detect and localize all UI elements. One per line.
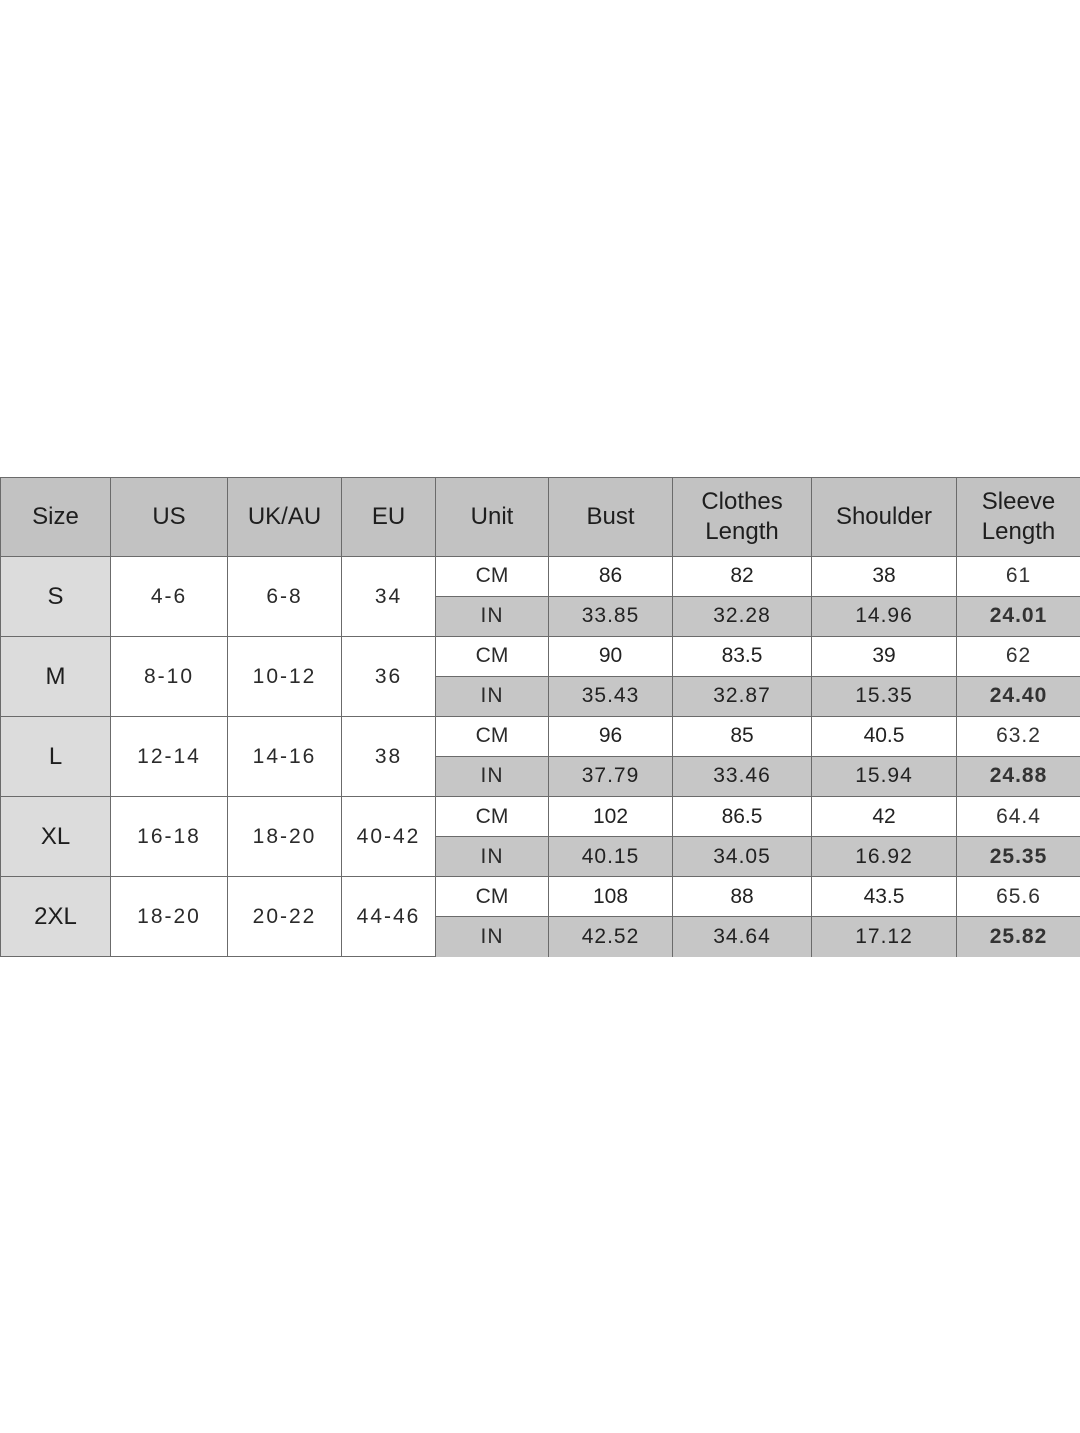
header-bust: Bust xyxy=(549,478,673,557)
size-label: 2XL xyxy=(1,877,111,957)
shoulder-cm: 39 xyxy=(812,637,957,677)
sleeve-length-cm: 65.6 xyxy=(957,877,1080,917)
header-eu: EU xyxy=(342,478,436,557)
clothes-length-in: 32.87 xyxy=(673,676,812,717)
clothes-length-cm: 88 xyxy=(673,877,812,917)
header-size: Size xyxy=(1,478,111,557)
header-row xyxy=(1,478,1080,557)
header-shoulder: Shoulder xyxy=(812,478,957,557)
header-us: US xyxy=(111,478,228,557)
bust-in: 37.79 xyxy=(549,756,673,797)
eu-size: 38 xyxy=(342,717,436,797)
bust-cm: 96 xyxy=(549,717,673,757)
ukau-size: 20-22 xyxy=(228,877,342,957)
size-chart-table xyxy=(0,477,1080,957)
us-size: 18-20 xyxy=(111,877,228,957)
unit-cm: CM xyxy=(436,797,549,837)
sleeve-length-in: 25.35 xyxy=(957,836,1080,877)
eu-size: 34 xyxy=(342,557,436,637)
table-row-2xl-cm xyxy=(1,877,1080,917)
shoulder-in: 16.92 xyxy=(812,836,957,877)
unit-cm: CM xyxy=(436,877,549,917)
sleeve-length-cm: 62 xyxy=(957,637,1080,677)
table-row-xl-cm xyxy=(1,797,1080,837)
header-clothes-length-line2: Length xyxy=(705,518,779,545)
unit-cm: CM xyxy=(436,557,549,597)
size-label: M xyxy=(1,637,111,717)
clothes-length-in: 34.05 xyxy=(673,836,812,877)
clothes-length-cm: 85 xyxy=(673,717,812,757)
header-ukau: UK/AU xyxy=(228,478,342,557)
unit-in: IN xyxy=(436,596,549,637)
shoulder-in: 14.96 xyxy=(812,596,957,637)
table-row-m-cm xyxy=(1,637,1080,677)
unit-in: IN xyxy=(436,916,549,956)
us-size: 4-6 xyxy=(111,557,228,637)
us-size: 12-14 xyxy=(111,717,228,797)
sleeve-length-cm: 61 xyxy=(957,557,1080,597)
sleeve-length-in: 24.01 xyxy=(957,596,1080,637)
header-sleeve-length xyxy=(957,478,1080,557)
clothes-length-in: 32.28 xyxy=(673,596,812,637)
table-row-l-cm xyxy=(1,717,1080,757)
unit-cm: CM xyxy=(436,637,549,677)
bust-cm: 90 xyxy=(549,637,673,677)
unit-in: IN xyxy=(436,676,549,717)
size-label: XL xyxy=(1,797,111,877)
header-clothes-length xyxy=(673,478,812,557)
eu-size: 36 xyxy=(342,637,436,717)
header-sleeve-length-line1: Sleeve xyxy=(981,488,1056,515)
header-clothes-length-line1: Clothes xyxy=(701,488,783,515)
sleeve-length-in: 25.82 xyxy=(957,916,1080,956)
bust-in: 42.52 xyxy=(549,916,673,956)
table-row-s-cm xyxy=(1,557,1080,597)
shoulder-in: 17.12 xyxy=(812,916,957,956)
size-label: S xyxy=(1,557,111,637)
bust-cm: 108 xyxy=(549,877,673,917)
bust-in: 33.85 xyxy=(549,596,673,637)
unit-cm: CM xyxy=(436,717,549,757)
eu-size: 40-42 xyxy=(342,797,436,877)
bust-in: 40.15 xyxy=(549,836,673,877)
sleeve-length-cm: 63.2 xyxy=(957,717,1080,757)
unit-in: IN xyxy=(436,836,549,877)
eu-size: 44-46 xyxy=(342,877,436,957)
size-label: L xyxy=(1,717,111,797)
clothes-length-in: 33.46 xyxy=(673,756,812,797)
ukau-size: 14-16 xyxy=(228,717,342,797)
us-size: 8-10 xyxy=(111,637,228,717)
ukau-size: 18-20 xyxy=(228,797,342,877)
shoulder-cm: 42 xyxy=(812,797,957,837)
us-size: 16-18 xyxy=(111,797,228,877)
clothes-length-cm: 83.5 xyxy=(673,637,812,677)
header-unit: Unit xyxy=(436,478,549,557)
clothes-length-cm: 82 xyxy=(673,557,812,597)
bust-cm: 86 xyxy=(549,557,673,597)
unit-in: IN xyxy=(436,756,549,797)
ukau-size: 10-12 xyxy=(228,637,342,717)
sleeve-length-in: 24.88 xyxy=(957,756,1080,797)
clothes-length-cm: 86.5 xyxy=(673,797,812,837)
sleeve-length-in: 24.40 xyxy=(957,676,1080,717)
shoulder-in: 15.35 xyxy=(812,676,957,717)
bust-cm: 102 xyxy=(549,797,673,837)
ukau-size: 6-8 xyxy=(228,557,342,637)
sleeve-length-cm: 64.4 xyxy=(957,797,1080,837)
bust-in: 35.43 xyxy=(549,676,673,717)
clothes-length-in: 34.64 xyxy=(673,916,812,956)
shoulder-in: 15.94 xyxy=(812,756,957,797)
shoulder-cm: 40.5 xyxy=(812,717,957,757)
header-sleeve-length-line2: Length xyxy=(981,518,1056,545)
shoulder-cm: 38 xyxy=(812,557,957,597)
shoulder-cm: 43.5 xyxy=(812,877,957,917)
